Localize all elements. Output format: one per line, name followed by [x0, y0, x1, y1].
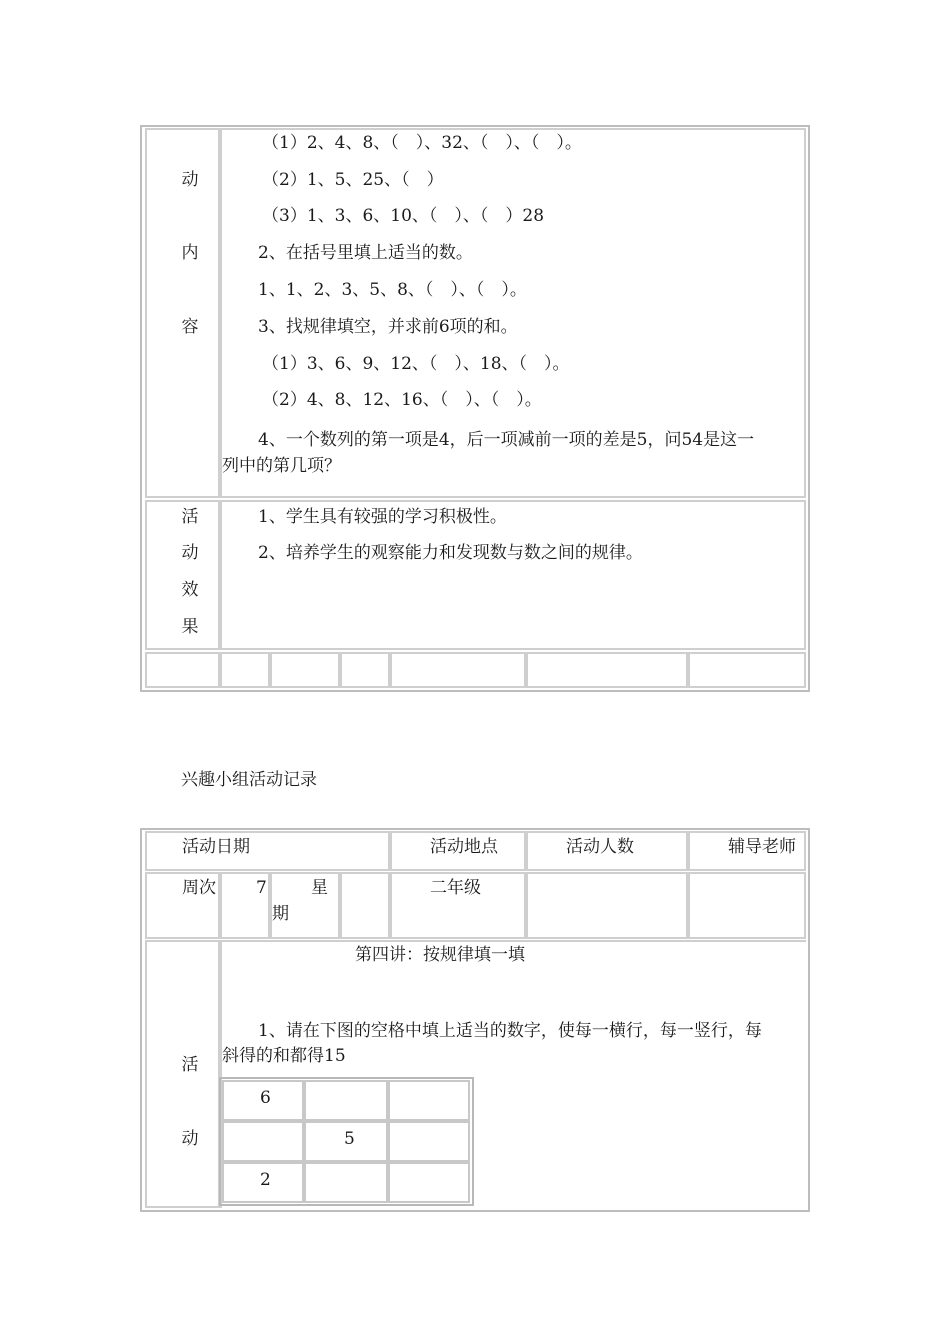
header-count: 活动人数 [566, 837, 634, 857]
grid-cell[interactable] [388, 1080, 470, 1121]
grid-value: 5 [344, 1129, 355, 1149]
week-value: 7 [256, 878, 267, 898]
week-label: 周次 [182, 878, 216, 898]
grid-cell[interactable] [304, 1162, 388, 1203]
effect-label-char: 效 [181, 580, 199, 600]
effect-line: 1、学生具有较强的学习积极性。 [258, 507, 507, 527]
empty-cell [340, 652, 390, 688]
grid-cell[interactable] [222, 1162, 304, 1203]
effect-label-char: 果 [181, 617, 199, 637]
content-label-char: 容 [181, 317, 199, 337]
content-line: 4、一个数列的第一项是4，后一项减前一项的差是5，问54是这一 [258, 430, 755, 450]
teacher-value-cell [688, 872, 806, 939]
question-line: 1、请在下图的空格中填上适当的数字，使每一横行，每一竖行，每 [258, 1021, 762, 1041]
empty-cell [270, 652, 340, 688]
effect-line: 2、培养学生的观察能力和发现数与数之间的规律。 [258, 543, 643, 563]
count-value-cell [526, 872, 688, 939]
content-line: （1）2、4、8、（ ）、32、（ ）、（ ）。 [262, 133, 582, 153]
content-label-char: 内 [181, 243, 199, 263]
place-value: 二年级 [430, 878, 481, 898]
content-line: （2）1、5、25、（ ） [262, 170, 444, 190]
lecture-title: 第四讲：按规律填一填 [355, 945, 525, 965]
activity-label-char: 动 [181, 1129, 199, 1149]
empty-cell [390, 652, 526, 688]
question-line: 斜得的和都得15 [222, 1046, 346, 1066]
content-line: （3）1、3、6、10、（ ）、（ ）28 [262, 206, 545, 226]
content-label-char: 动 [181, 170, 199, 190]
content-line: 2、在括号里填上适当的数。 [258, 243, 473, 263]
header-place: 活动地点 [430, 837, 498, 857]
weekday-value-cell [340, 872, 390, 939]
grid-cell[interactable] [304, 1121, 388, 1162]
header-teacher: 辅导老师 [728, 837, 796, 857]
content-line: （2）4、8、12、16、（ ）、（ ）。 [262, 390, 542, 410]
grid-cell[interactable] [304, 1080, 388, 1121]
empty-cell [145, 652, 220, 688]
content-line: 列中的第几项？ [222, 456, 341, 476]
effect-label-char: 动 [181, 543, 199, 563]
grid-cell[interactable] [388, 1162, 470, 1203]
content-line: 1、1、2、3、5、8、（ ）、（ ）。 [258, 280, 527, 300]
grid-value: 2 [260, 1170, 271, 1190]
activity-label-char: 活 [181, 1055, 199, 1075]
content-line: （1）3、6、9、12、（ ）、18、（ ）。 [262, 354, 570, 374]
grid-cell[interactable] [388, 1121, 470, 1162]
weekday-label: 星 [311, 878, 328, 898]
content-line: 3、找规律填空，并求前6项的和。 [258, 317, 518, 337]
grid-cell[interactable] [222, 1080, 304, 1121]
empty-cell [688, 652, 806, 688]
empty-cell [526, 652, 688, 688]
empty-cell [220, 652, 270, 688]
weekday-label: 期 [272, 904, 289, 924]
effect-label-char: 活 [181, 507, 199, 527]
section-title: 兴趣小组活动记录 [181, 770, 317, 790]
grid-cell[interactable] [222, 1121, 304, 1162]
header-date: 活动日期 [182, 837, 250, 857]
grid-value: 6 [260, 1088, 271, 1108]
